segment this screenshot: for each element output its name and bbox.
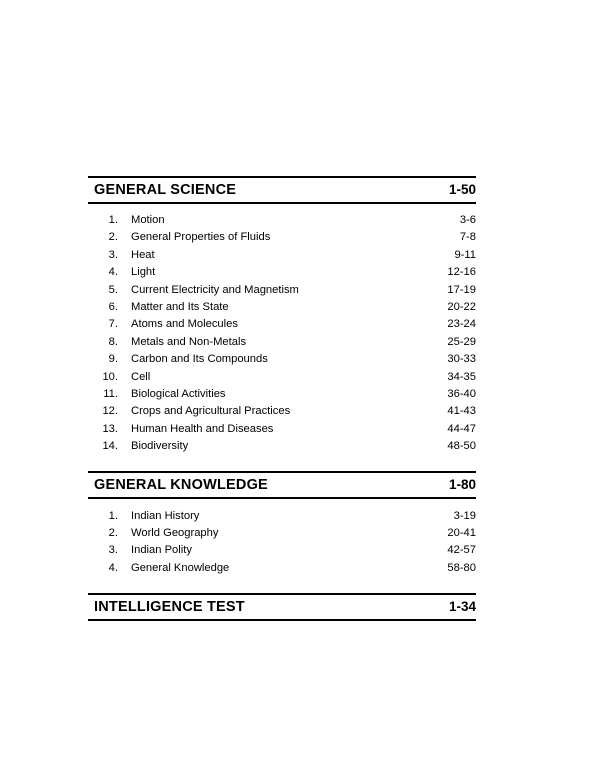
section-page-range: 1-80 — [448, 477, 476, 493]
entry-number: 4. — [108, 266, 118, 279]
entry-page-range: 30-33 — [447, 353, 476, 366]
entry-title: Matter and Its State — [131, 301, 229, 314]
entry-title: General Knowledge — [131, 561, 230, 574]
entry-title: World Geography — [131, 526, 219, 539]
entry-page-range: 36-40 — [447, 388, 476, 400]
toc-entry — [88, 438, 476, 455]
entry-page-range: 25-29 — [447, 335, 476, 348]
table-of-contents — [88, 176, 476, 621]
section-title: INTELLIGENCE TEST — [94, 599, 245, 616]
toc-entry — [88, 386, 476, 403]
toc-entry — [88, 542, 476, 559]
section-header — [88, 176, 476, 204]
toc-entry — [88, 369, 476, 386]
entry-page-range: 7-8 — [459, 231, 476, 244]
entry-number: 5. — [108, 283, 118, 296]
entry-page-range: 9-11 — [454, 248, 476, 261]
entry-title: Biological Activities — [131, 388, 226, 400]
entry-title: Crops and Agricultural Practices — [131, 405, 291, 418]
toc-section-general-knowledge — [88, 471, 476, 577]
entry-number: 6. — [108, 301, 118, 314]
entry-title: Cell — [131, 370, 151, 383]
entry-title: Human Health and Diseases — [131, 422, 274, 435]
entry-title: General Properties of Fluids — [131, 231, 271, 244]
entry-page-range: 12-16 — [447, 266, 476, 279]
entry-number: 3. — [108, 248, 118, 261]
section-header — [88, 593, 476, 621]
entry-page-range: 3-6 — [459, 214, 476, 227]
entry-page-range: 23-24 — [447, 318, 476, 331]
entry-title: Indian Polity — [131, 544, 192, 557]
entry-page-range: 41-43 — [447, 405, 476, 418]
section-title: GENERAL KNOWLEDGE — [94, 477, 268, 494]
entry-title: Indian History — [131, 509, 200, 522]
toc-entry — [88, 212, 476, 229]
section-page-range: 1-34 — [448, 599, 476, 615]
entry-number: 10. — [102, 370, 118, 383]
entry-page-range: 20-22 — [447, 301, 476, 314]
entry-page-range: 44-47 — [447, 422, 476, 435]
entry-page-range: 3-19 — [453, 509, 476, 522]
entry-page-range: 42-57 — [447, 544, 476, 557]
entry-number: 2. — [108, 231, 118, 244]
entry-title: Atoms and Molecules — [131, 318, 238, 331]
entry-title: Metals and Non-Metals — [131, 335, 247, 348]
entry-number: 1. — [108, 214, 118, 227]
entry-title: Light — [131, 266, 156, 279]
entry-title: Motion — [131, 214, 165, 227]
entry-title: Biodiversity — [131, 440, 189, 453]
entry-number: 4. — [108, 561, 118, 574]
toc-entry — [88, 351, 476, 368]
toc-section-intelligence-test — [88, 593, 476, 621]
toc-entry — [88, 282, 476, 299]
entry-number: 8. — [108, 335, 118, 348]
entry-number: 12. — [102, 405, 118, 418]
toc-entry — [88, 247, 476, 264]
entry-number: 9. — [108, 353, 118, 366]
entry-page-range: 20-41 — [447, 526, 476, 539]
entry-number: 2. — [108, 526, 118, 539]
section-title: GENERAL SCIENCE — [94, 182, 237, 198]
toc-entry — [88, 264, 476, 281]
toc-entry — [88, 299, 476, 316]
entry-title: Carbon and Its Compounds — [131, 353, 268, 366]
entry-page-range: 17-19 — [447, 283, 476, 296]
entry-number: 1. — [108, 509, 118, 522]
toc-entry — [88, 507, 476, 524]
entry-number: 13. — [102, 422, 118, 435]
entry-number: 3. — [108, 544, 118, 557]
toc-entry — [88, 560, 476, 577]
toc-entry — [88, 525, 476, 542]
section-header — [88, 471, 476, 499]
section-page-range: 1-50 — [448, 182, 476, 197]
toc-entry — [88, 403, 476, 420]
toc-entry — [88, 316, 476, 333]
section-entries — [88, 507, 476, 577]
entry-page-range: 48-50 — [447, 440, 476, 453]
toc-entry — [88, 229, 476, 246]
entry-title: Heat — [131, 248, 155, 261]
entry-number: 14. — [102, 440, 118, 453]
section-entries — [88, 212, 476, 455]
entry-page-range: 58-80 — [447, 561, 476, 574]
toc-entry — [88, 421, 476, 438]
entry-title: Current Electricity and Magnetism — [131, 283, 299, 296]
entry-page-range: 34-35 — [447, 370, 476, 383]
toc-entry — [88, 334, 476, 351]
toc-section-general-science — [88, 176, 476, 455]
entry-number: 7. — [108, 318, 118, 331]
entry-number: 11. — [103, 388, 118, 400]
